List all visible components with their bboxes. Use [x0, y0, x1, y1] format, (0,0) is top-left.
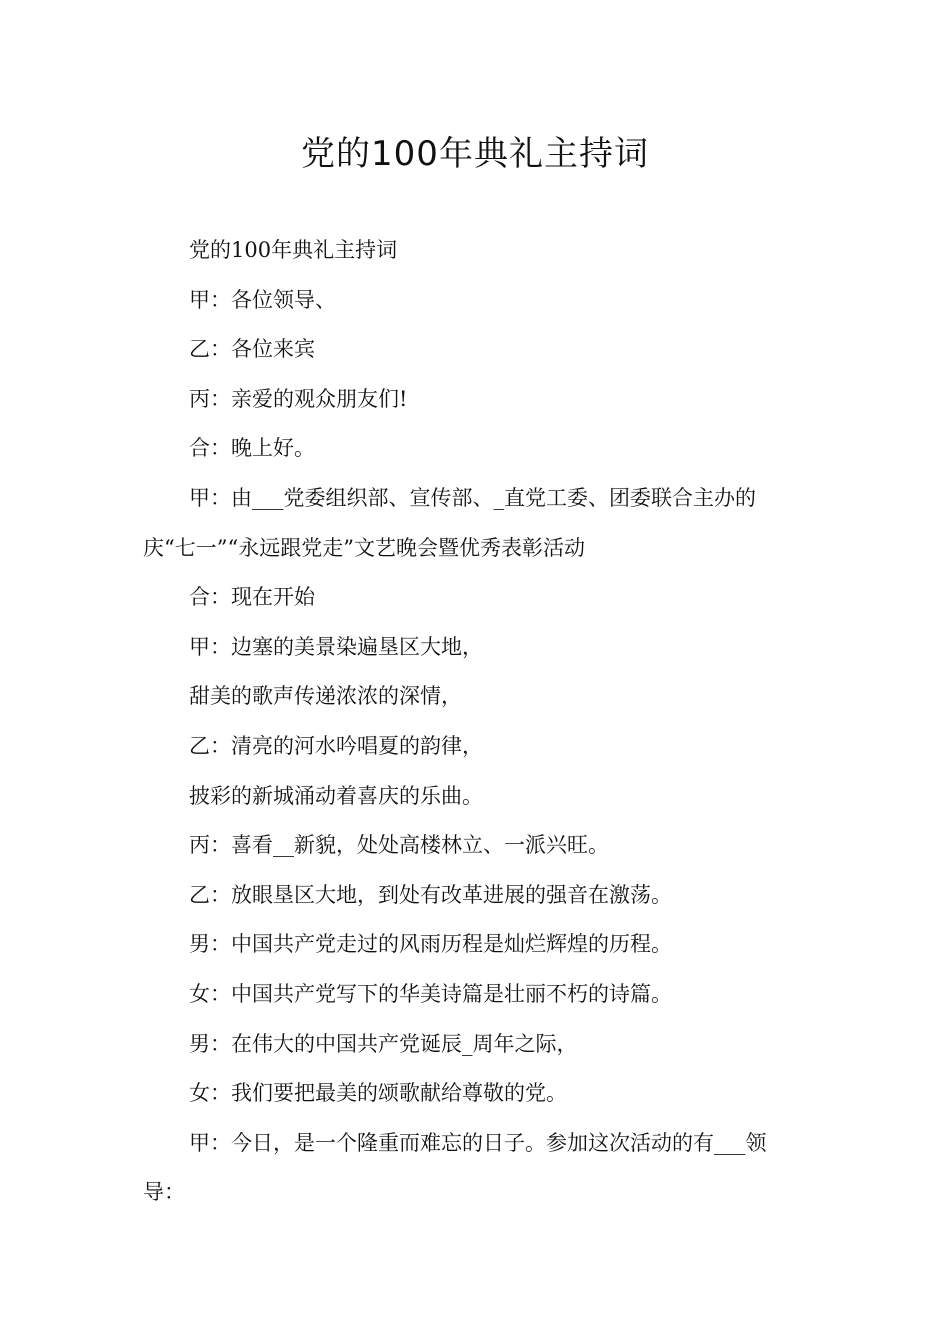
- document-title: 党的100年典礼主持词: [301, 134, 649, 174]
- body-line-12: 披彩的新城涌动着喜庆的乐曲。: [189, 783, 483, 808]
- body-line-8: 合：现在开始: [189, 585, 315, 610]
- body-line-11: 乙：清亮的河水吟唱夏的韵律，: [189, 733, 483, 758]
- body-line-13: 丙：喜看__新貌，处处高楼林立、一派兴旺。: [189, 833, 609, 858]
- body-line-4: 丙：亲爱的观众朋友们!: [189, 386, 408, 411]
- body-line-10: 甜美的歌声传递浓浓的深情，: [189, 684, 462, 709]
- body-line-5: 合：晚上好。: [189, 436, 315, 461]
- body-line-7: 庆“七一”“永远跟党走”文艺晚会暨优秀表彰活动: [143, 535, 585, 560]
- body-line-18: 女：我们要把最美的颂歌献给尊敬的党。: [189, 1081, 567, 1106]
- body-line-14: 乙：放眼垦区大地，到处有改革进展的强音在激荡。: [189, 882, 672, 907]
- body-line-9: 甲：边塞的美景染遍垦区大地，: [189, 634, 483, 659]
- body-line-6: 甲：由___党委组织部、宣传部、_直党工委、团委联合主办的: [189, 485, 756, 510]
- document-body: [143, 226, 811, 1218]
- body-line-15: 男：中国共产党走过的风雨历程是灿烂辉煌的历程。: [189, 932, 672, 957]
- body-line-1: 党的100年典礼主持词: [189, 238, 398, 262]
- body-line-17: 男：在伟大的中国共产党诞辰_周年之际，: [189, 1031, 578, 1056]
- body-line-20: 导：: [143, 1180, 185, 1205]
- body-line-3: 乙：各位来宾: [189, 337, 315, 362]
- body-line-19: 甲：今日，是一个隆重而难忘的日子。参加这次活动的有___领: [189, 1130, 767, 1155]
- body-line-16: 女：中国共产党写下的华美诗篇是壮丽不朽的诗篇。: [189, 981, 672, 1006]
- body-line-2: 甲：各位领导、: [189, 287, 336, 312]
